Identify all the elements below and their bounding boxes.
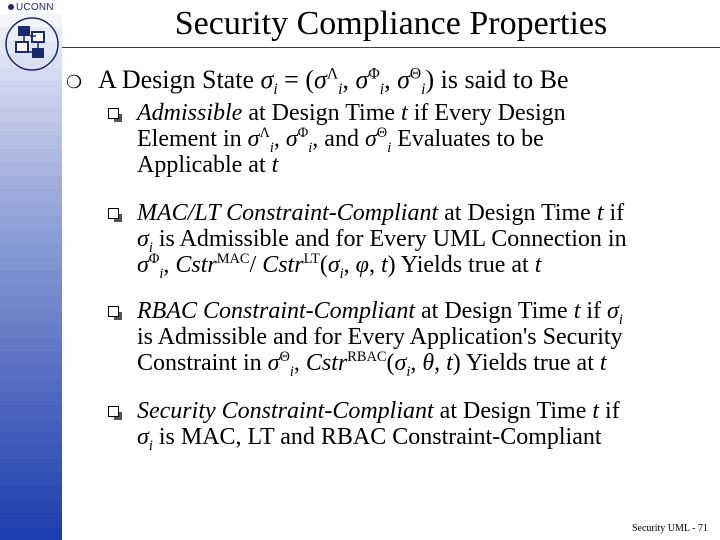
sidebar-gradient-band xyxy=(0,81,62,96)
bullet-4-line-1: Security Constraint-Compliant at Design Time t if xyxy=(137,398,620,424)
bullet-1-line-3: Applicable at t xyxy=(137,152,279,178)
square-bullet-icon xyxy=(108,406,119,417)
sidebar-gradient-band xyxy=(0,405,62,420)
slide-footer: Security UML - 71 xyxy=(631,523,708,534)
sidebar-decoration xyxy=(0,0,62,540)
logo: UCONN xyxy=(8,2,54,13)
bullet-3-line-1: RBAC Constraint-Compliant at Design Time t if $\sigma_i$ xyxy=(137,298,623,328)
sidebar-gradient-band xyxy=(0,419,62,434)
sidebar-gradient-band xyxy=(0,108,62,123)
sidebar-gradient-band xyxy=(0,162,62,177)
bullet-1-line-2: Element in $\sigma^\Lambda_i$, $\sigma^\Phi_i$, and $\sigma^\Theta_i$ Evaluates to be xyxy=(137,125,544,156)
sidebar-gradient-band xyxy=(0,338,62,353)
sidebar-gradient-band xyxy=(0,473,62,488)
sidebar-gradient-band xyxy=(0,500,62,515)
square-bullet-icon xyxy=(108,306,119,317)
square-bullet-icon xyxy=(108,108,119,119)
sidebar-gradient-band xyxy=(0,392,62,407)
bullet-3-line-3: Constraint in $\sigma^\Theta_i$, $Cstr^{RBAC}(\sigma_i$, θ, t) Yields true at t xyxy=(137,349,607,380)
bullet-2-line-2: $\sigma_i$ is Admissible and for Every UML Connection in xyxy=(137,226,627,256)
sidebar-gradient-band xyxy=(0,95,62,110)
sidebar-gradient-band xyxy=(0,135,62,150)
sidebar-gradient-band xyxy=(0,243,62,258)
sidebar-gradient-band xyxy=(0,216,62,231)
sidebar-gradient-band xyxy=(0,446,62,461)
bullet-1-line-1: Admissible at Design Time t if Every Design xyxy=(137,100,566,126)
sidebar-gradient-band xyxy=(0,459,62,474)
sidebar-gradient-band xyxy=(0,230,62,245)
bullet-3-line-2: is Admissible and for Every Application's Security xyxy=(137,324,623,350)
sidebar-gradient-band xyxy=(0,149,62,164)
university-seal-icon xyxy=(4,16,60,72)
main-bullet-text: A Design State $\sigma_i = (\sigma^\Lambda_i$, $\sigma^\Phi_i$, $\sigma^\Theta_i$) is said to Be xyxy=(98,65,569,99)
sidebar-gradient-band xyxy=(0,432,62,447)
sidebar-gradient-band xyxy=(0,527,62,540)
sidebar-gradient-band xyxy=(0,324,62,339)
sidebar-gradient-band xyxy=(0,257,62,272)
level1-bullet-icon: ❍ xyxy=(66,72,83,93)
sidebar-gradient-band xyxy=(0,176,62,191)
title-divider xyxy=(62,47,720,48)
sidebar-gradient-band xyxy=(0,486,62,501)
sidebar-gradient-band xyxy=(0,189,62,204)
page-title: Security Compliance Properties xyxy=(174,5,608,42)
sidebar-gradient-band xyxy=(0,311,62,326)
sidebar-gradient-band xyxy=(0,297,62,312)
sidebar-gradient-band xyxy=(0,122,62,137)
bullet-4-line-2: $\sigma_i$ is MAC, LT and RBAC Constraint-Compliant xyxy=(137,424,602,454)
sidebar-gradient-band xyxy=(0,284,62,299)
sidebar-gradient-band xyxy=(0,270,62,285)
square-bullet-icon xyxy=(108,208,119,219)
sidebar-gradient-band xyxy=(0,365,62,380)
sidebar-gradient-band xyxy=(0,203,62,218)
bullet-2-line-1: MAC/LT Constraint-Compliant at Design Time t if xyxy=(137,200,625,226)
sidebar-gradient-band xyxy=(0,513,62,528)
sidebar-gradient-band xyxy=(0,378,62,393)
bullet-2-line-3: $\sigma^\Phi_i$, Cstr$^{MAC}$/ $Cstr^{LT}(\sigma_i$, φ, t) Yields true at t xyxy=(137,251,542,282)
sidebar-gradient-band xyxy=(0,351,62,366)
